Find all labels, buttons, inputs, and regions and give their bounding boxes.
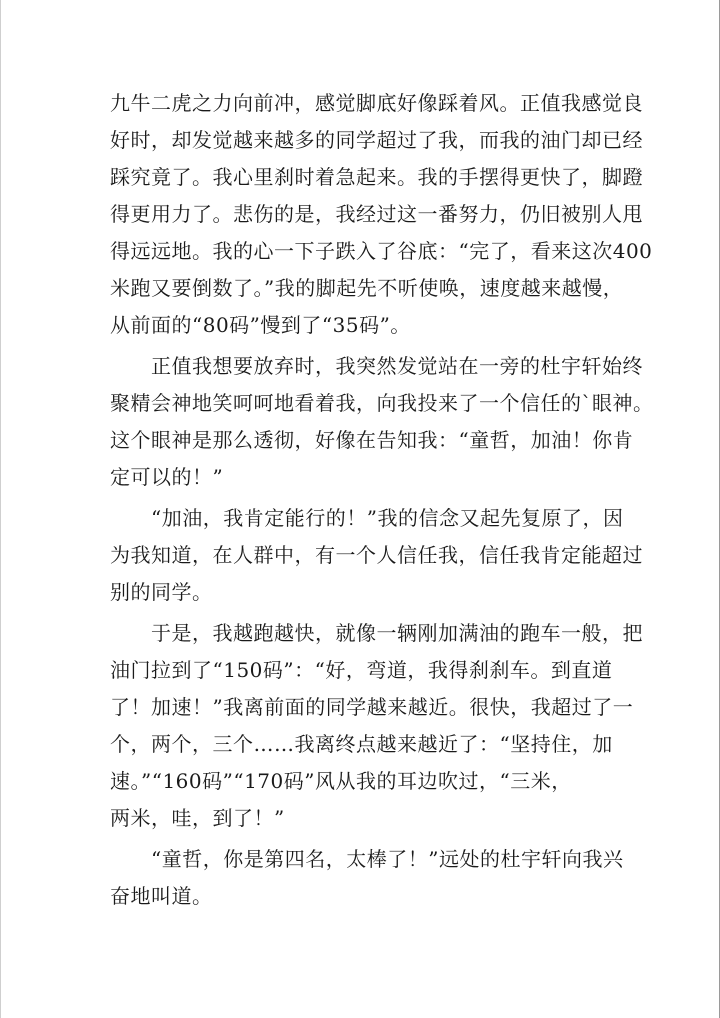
text-line: 了！加速！”我离前面的同学越来越近。很快，我超过了一 [110, 695, 634, 719]
text-line: 别的同学。 [110, 580, 213, 604]
text-line: 米跑又要倒数了。”我的脚起先不听使唤，速度越来越慢， [110, 276, 624, 300]
text-line: 正值我想要放弃时，我突然发觉站在一旁的杜宇轩始终 [110, 354, 643, 378]
text-line: 于是，我越跑越快，就像一辆刚加满油的跑车一般，把 [110, 621, 643, 645]
text-line: “加油，我肯定能行的！”我的信念又起先复原了，因 [110, 506, 624, 530]
text-line: 这个眼神是那么透彻，好像在告知我：“童哲，加油！你肯 [110, 428, 634, 452]
text-line: 速。”“160码”“170码”风从我的耳边吹过，“三米， [110, 769, 572, 793]
text-line: “童哲，你是第四名，太棒了！”远处的杜宇轩向我兴 [110, 847, 624, 871]
text-line: 踩究竟了。我心里刹时着急起来。我的手摆得更快了，脚蹬 [110, 165, 643, 189]
paragraph-1 [110, 85, 653, 344]
paragraph-2 [110, 348, 654, 496]
text-line: 得远远地。我的心一下子跌入了谷底：“完了，看来这次400 [110, 239, 653, 263]
text-line: 得更用力了。悲伤的是，我经过这一番努力，仍旧被别人甩 [110, 202, 643, 226]
text-line: 两米，哇，到了！” [110, 806, 285, 830]
text-line: 定可以的！” [110, 465, 224, 489]
paragraph-3 [110, 500, 643, 611]
document-body [110, 85, 654, 915]
text-line: 奋地叫道。 [110, 884, 213, 908]
text-line: 九牛二虎之力向前冲，感觉脚底好像踩着风。正值我感觉良 [110, 91, 643, 115]
text-line: 个，两个，三个……我离终点越来越近了：“坚持住，加 [110, 732, 613, 756]
page-edge-left [0, 0, 1, 1018]
text-line: 从前面的“80码”慢到了“35码”。 [110, 313, 411, 337]
paragraph-5 [110, 841, 624, 915]
paragraph-4 [110, 615, 643, 837]
text-line: 好时，却发觉越来越多的同学超过了我，而我的油门却已经 [110, 128, 643, 152]
text-line: 聚精会神地笑呵呵地看着我，向我投来了一个信任的`眼神。 [110, 391, 654, 415]
text-line: 为我知道，在人群中，有一个人信任我，信任我肯定能超过 [110, 543, 643, 567]
text-line: 油门拉到了“150码”：“好，弯道，我得刹刹车。到直道 [110, 658, 613, 682]
